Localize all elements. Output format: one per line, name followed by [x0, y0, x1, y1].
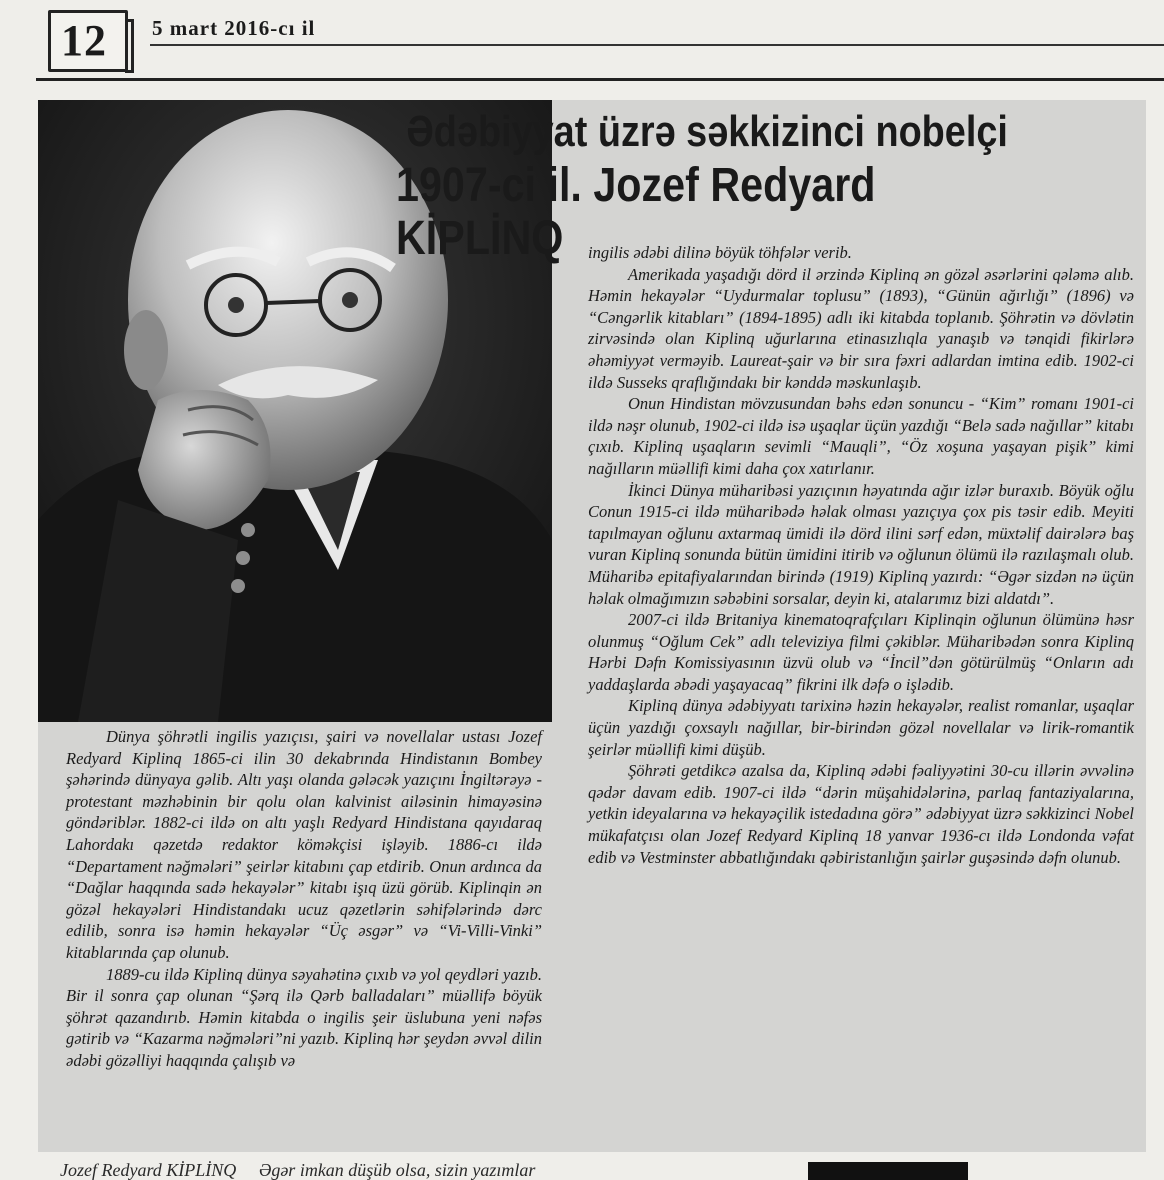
- next-article-fragment: [60, 1160, 1164, 1180]
- left-column: [66, 726, 542, 1072]
- issue-date: 5 mart 2016-cı il: [152, 16, 316, 40]
- page-number-box: [48, 10, 128, 72]
- header-divider: [36, 78, 1164, 81]
- paragraph: İkinci Dünya müharibəsi yazıçının həyatında ağır izlər buraxıb. Böyük oğlu Conun 1915-ci ildə müharibədə həlak olması yazıçıya çox pis təsir edib. Meyiti tapılmayan oğlunu axtarmaq ümidi ilə dörd ilini sərf edən, müxtəlif dairələrə baş vuran Kiplinq sonunda bütün ümidini itirib və oğlunun ölümü ilə razılaşmalı olub. Müharibə epitafiyalarından birində (1919) Kiplinq yazırdı: “Əgər sizdən nə üçün həlak olmağımızın səbəbini sorsalar, deyin ki, atalarımız bizi aldatdı”.: [588, 480, 1134, 608]
- paragraph: Dünya şöhrətli ingilis yazıçısı, şairi və novellalar ustası Jozef Redyard Kiplinq 1865-ci ilin 30 dekabrında Hindistanın Bombey şəhərində dünyaya gəlib. Altı yaşı olanda gələcək yazıçını İngiltərəyə - protestant məzhəbinin bir qolu olan kalvinist ailəsinin himayəsinə göndəriblər. 1882-ci ildə on altı yaşlı Redyard Hindistana qayıdaraq Lahordakı qəzetdə redaktor köməkçisi işləyib. 1886-cı ildə “Departament nəğmələri” şeirlər kitabını çap etdirib. Onun ardınca da “Dağlar haqqında sadə hekayələr” kitabı işıq üzü görüb. Kiplinqin ən gözəl hekayələri Hindistandakı ucuz qəzetlərin səhifələrində dərc edilib, sonra isə həmin hekayələr “Üç əsgər” və “Vi-Villi-Vinki” kitablarında çap olunub.: [66, 727, 542, 962]
- headline-line-2: 1907-ci il. Jozef Redyard KİPLİNQ: [396, 159, 876, 266]
- paragraph: 2007-ci ildə Britaniya kinematoqrafçıları Kiplinqin oğlunun ölümünə həsr olunmuş “Oğlum Cek” adlı televiziya filmi çəkiblər. Müharibədən sonra Kiplinq Hərbi Dəfn Komissiyasının üzvü olub və “İncil”dən götürülmüş “Onların adı yaddaşlarda əbədi yaşayacaq” fikrini ilk dəfə o işlədib.: [588, 610, 1134, 694]
- header-rule: [150, 44, 1164, 46]
- paragraph: Şöhrəti getdikcə azalsa da, Kiplinq ədəbi fəaliyyətini 30-cu illərin əvvəlinə qədər davam edib. 1907-ci ildə “dərin müşahidələrinə, parlaq fantaziyalarına, yetkin ideyalarına və hekayəçilik istedadına görə” ədəbiyyat üzrə səkkizinci Nobel mükafatçısı olan Jozef Redyard Kiplinq 18 yanvar 1936-cı ildə Londonda vəfat edib və Vestminster abbatlığındakı qəbiristanlığın şairlər guşəsində dəfn olunub.: [588, 761, 1134, 867]
- paragraph: Onun Hindistan mövzusundan bəhs edən sonuncu - “Kim” romanı 1901-ci ildə nəşr olunub, 1902-ci ildə isə uşaqlar üçün yazdığı “Belə sadə nağıllar” kitabı çıxıb. Kiplinq uşaqların sevimli “Mauqli”, “Öz xoşuna yaşayan pişik” kimi nağılların müəllifi kimi daha çox xatırlanır.: [588, 394, 1134, 478]
- next-article-text: Əgər imkan düşüb olsa, sizin yazımlar: [258, 1160, 536, 1180]
- page-number: 12: [61, 16, 107, 65]
- next-article-title: Jozef Redyard KİPLİNQ: [60, 1160, 237, 1180]
- paragraph: Kiplinq dünya ədəbiyyatı tarixinə həzin hekayələr, realist romanlar, uşaqlar üçün yazdığı çoxsaylı nağıllar, bir-birindən gözəl novellalar və lirik-romantik şeirlər müəllifi kimi düşüb.: [588, 696, 1134, 759]
- article-block: [38, 100, 1146, 1152]
- next-article-graphic: [808, 1162, 968, 1180]
- paragraph: ingilis ədəbi dilinə böyük töhfələr verib.: [588, 243, 852, 262]
- right-column: [588, 242, 1134, 868]
- headline-line-1: Ədəbiyyat üzrə səkkizinci nobelçi: [406, 107, 1008, 156]
- paragraph: 1889-cu ildə Kiplinq dünya səyahətinə çıxıb və yol qeydləri yazıb. Bir il sonra çap olunan “Şərq ilə Qərb balladaları” müəllifə böyük şöhrət qazandırıb. Həmin kitabda o ingilis şeir üslubuna yeni nəfəs gətirib və “Kazarma nəğmələri”ni yazıb. Kiplinq hər şeydən əvvəl dilin ədəbi gözəlliyi haqqında çalışıb və: [66, 964, 542, 1070]
- page-header: [0, 0, 1164, 90]
- paragraph: Amerikada yaşadığı dörd il ərzində Kiplinq ən gözəl əsərlərini qələmə alıb. Həmin hekayələr “Uydurmalar toplusu” (1893), “Günün ağırlığı” (1896) və “Cəngərlik kitabları” (1894-1895) adlı iki kitabda toplanıb. Şöhrətin və dövlətin zirvəsində olan Kiplinq uğurlarına etinasızlıqla yanaşıb və tənqidi fikirlərə əhəmiyyət verməyib. Laureat-şair və bir sıra fəxri adlardan imtina edib. 1902-ci ildə Susseks qraflığındakı bir kənddə məskunlaşıb.: [588, 264, 1134, 392]
